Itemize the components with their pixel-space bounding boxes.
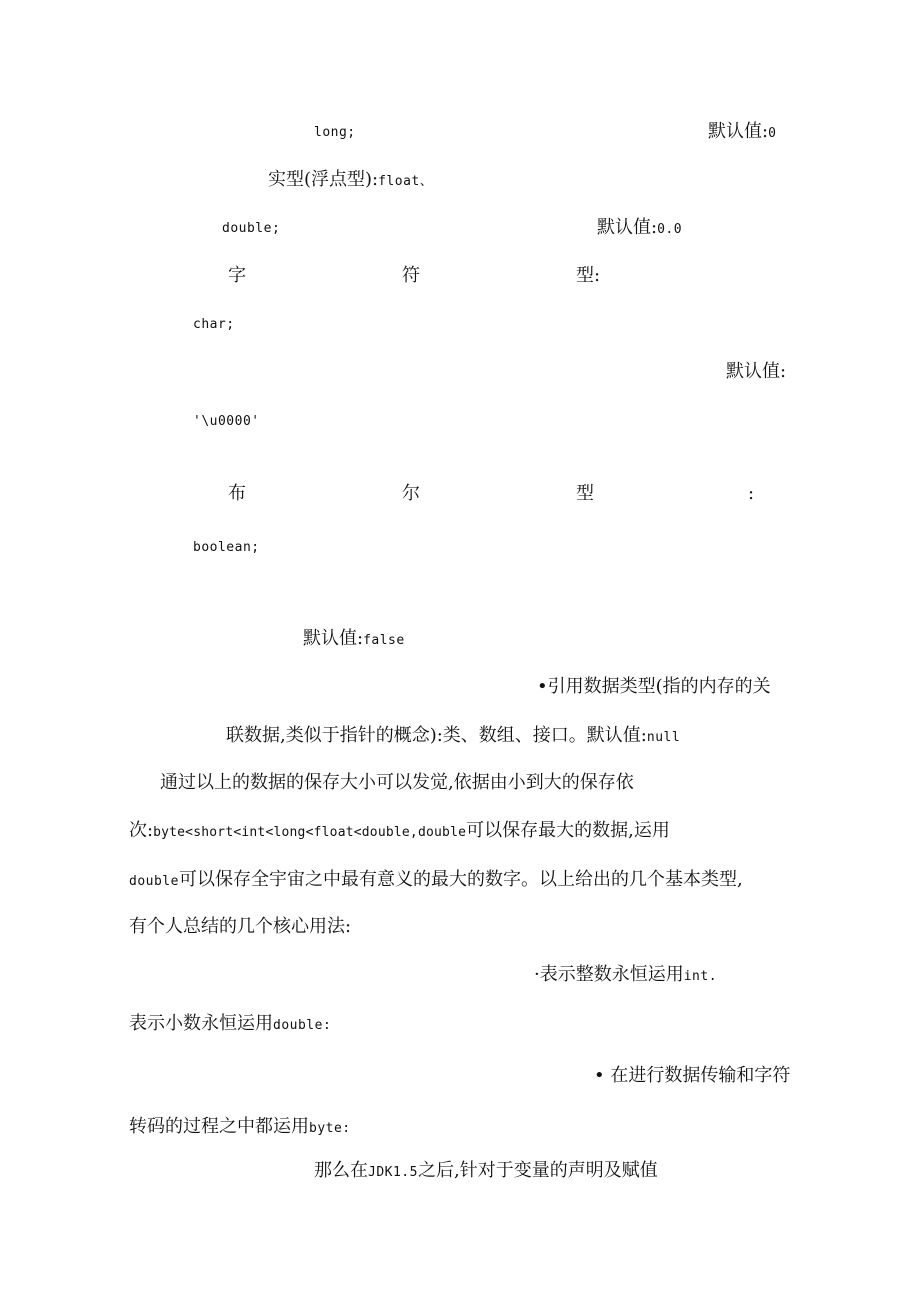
summary-line-2 (129, 822, 670, 840)
summary-line-2-suffix: 可以保存最大的数据,运用 (466, 820, 670, 841)
summary-line-3-suffix: 可以保存全宇宙之中最有意义的最大的数字。以上给出的几个基本类型, (178, 869, 743, 890)
real-type-float: float、 (378, 174, 434, 189)
jdk-line-suffix: 之后,针对于变量的声明及赋值 (417, 1160, 658, 1181)
summary-line-3-code: double (129, 874, 179, 889)
char-default-label: 默认值: (726, 361, 787, 382)
byte-usage-line-2 (129, 1118, 351, 1136)
ref-type-line-1: •引用数据类型(指的内存的关 (537, 676, 771, 697)
double-default-label: 默认值: (597, 217, 658, 238)
jdk-line (314, 1162, 658, 1180)
summary-line-2-prefix: 次: (129, 820, 154, 841)
summary-line-4: 有个人总结的几个核心用法: (129, 916, 352, 937)
byte-usage-line-1: • 在进行数据传输和字符 (594, 1065, 791, 1086)
double-default-line (597, 219, 682, 237)
double-usage-code: double: (273, 1018, 332, 1033)
real-type-line (268, 171, 433, 189)
bool-heading-char-1: 布 (228, 483, 246, 504)
double-usage-prefix: 表示小数永恒运用 (129, 1013, 273, 1034)
int-usage-prefix: ·表示整数永恒运用 (534, 964, 684, 985)
char-heading-char-1: 字 (228, 265, 246, 286)
ref-default-value: null (646, 730, 681, 745)
summary-line-1: 通过以上的数据的保存大小可以发觉,依据由小到大的保存依 (160, 772, 634, 793)
long-default-line (708, 123, 776, 141)
double-default-value: 0.0 (657, 222, 683, 237)
bool-default-line (303, 630, 405, 648)
long-default-value: 0 (768, 126, 777, 141)
summary-line-3 (129, 871, 743, 889)
boolean-type-label: boolean; (193, 540, 260, 555)
bool-heading-char-3: 型 (576, 483, 594, 504)
bool-default-value: false (363, 633, 405, 648)
real-type-label: 实型(浮点型): (268, 169, 379, 190)
bool-heading-colon: : (748, 483, 755, 504)
long-type-label: long; (314, 125, 356, 140)
double-usage-line (129, 1015, 331, 1033)
jdk-line-prefix: 那么在 (314, 1160, 368, 1181)
char-heading-char-3: 型: (576, 265, 601, 286)
byte-usage-line-2-prefix: 转码的过程之中都运用 (129, 1116, 309, 1137)
byte-usage-code: byte: (309, 1121, 351, 1136)
char-type-label: char; (193, 317, 235, 332)
double-type-label: double; (222, 221, 281, 236)
char-default-value: '\u0000' (193, 414, 260, 429)
long-default-label: 默认值: (708, 121, 769, 142)
char-heading-char-2: 符 (402, 265, 420, 286)
int-usage-line (534, 966, 717, 984)
summary-type-order: byte<short<int<long<float<double,double (153, 825, 467, 840)
jdk-version: JDK1.5 (368, 1165, 418, 1180)
ref-type-line-2 (226, 727, 680, 745)
ref-type-line-2-text: 联数据,类似于指针的概念):类、数组、接口。默认值: (226, 725, 647, 746)
int-usage-code: int. (683, 969, 718, 984)
bool-heading-char-2: 尔 (402, 483, 420, 504)
bool-default-label: 默认值: (303, 628, 364, 649)
